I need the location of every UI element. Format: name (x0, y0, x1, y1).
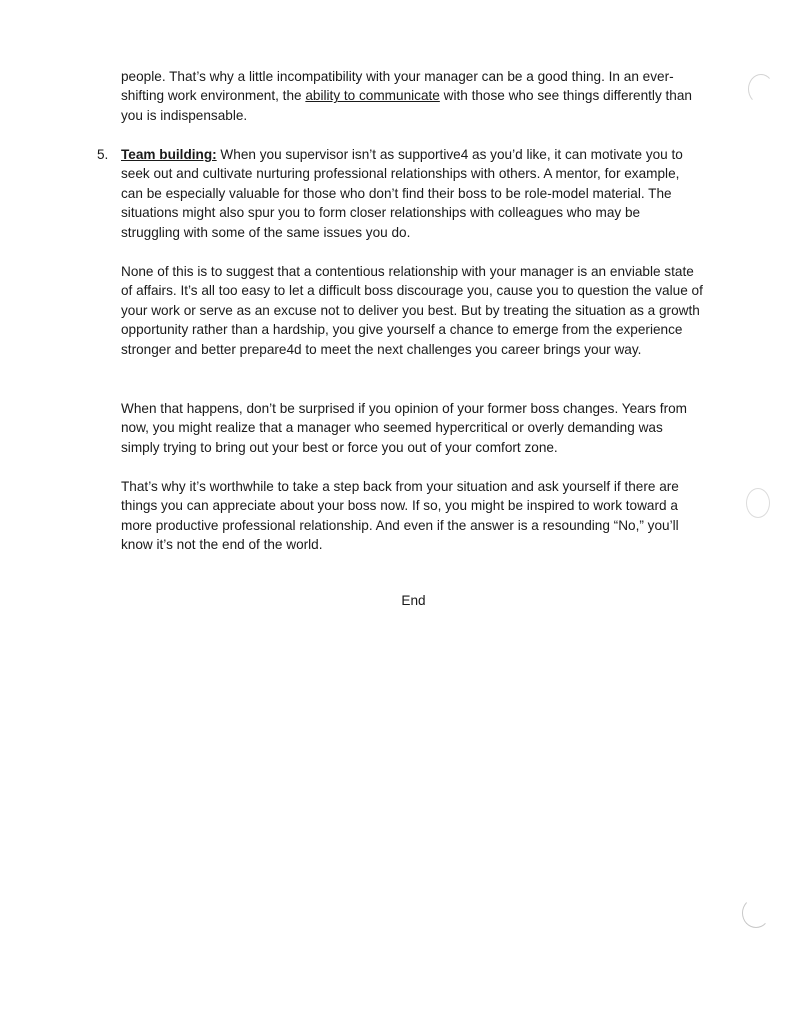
end-label: End (401, 593, 426, 608)
paragraph-text-before-link: people. That’s why a little incompatibility with your manager can be a good thing. In an ever-shifting work environment, the (121, 69, 674, 104)
list-item-team-building (97, 145, 701, 242)
ability-to-communicate-link[interactable]: ability to communicate (305, 88, 440, 104)
list-item-number: 5. (97, 147, 109, 162)
continued-paragraph (121, 67, 701, 125)
binder-hole-mark-bottom (742, 898, 770, 928)
list-item-text: When you supervisor isn’t as supportive4 as you’d like, it can motivate you to seek out and cultivate nurturing professional relationships with others. A mentor, for example, can be especially valuable for those who don’t find their boss to be role-model material. The situations might also spur you to form closer relationships with colleagues who may be struggling with some of the same issues you do. (121, 147, 683, 240)
paragraph-contentious-relationship: None of this is to suggest that a contentious relationship with your manager is an enviable state of affairs. It’s all too easy to let a difficult boss discourage you, cause you to question the value of your work or serve as an excuse not to deliver you best. But by treating the situation as a growth opportunity rather than a hardship, you give yourself a chance to emerge from the experience stronger and better prepare4d to meet the next challenges you career brings your way. (121, 264, 703, 357)
list-item-body (121, 145, 701, 242)
binder-hole-mark-top (748, 74, 774, 104)
paragraph-step-back: That’s why it’s worthwhile to take a step back from your situation and ask yourself if there are things you can appreciate about your boss now. If so, you might be inspired to work toward a more productive professional relationship. And even if the answer is a resounding “No,” you’ll know it’s not the end of the world. (121, 479, 679, 553)
binder-hole-mark-middle (746, 488, 770, 518)
list-item-heading: Team building: (121, 147, 217, 162)
paragraph-text-after-link: with those who see things differently than you is indispensable. (121, 88, 692, 123)
paragraph-former-boss: When that happens, don’t be surprised if you opinion of your former boss changes. Years from now, you might realize that a manager who seemed hypercritical or overly demanding was simply trying to bring out your best or force you out of your comfort zone. (121, 401, 687, 455)
